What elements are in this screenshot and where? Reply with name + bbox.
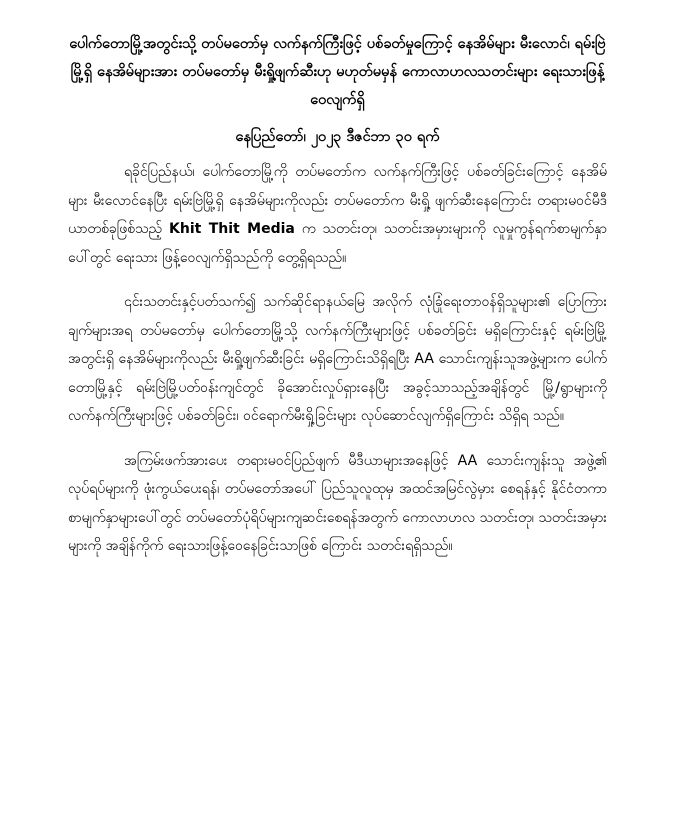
paragraph-1-text-start: ရခိုင်ပြည်နယ်၊ ပေါက်တောမြို့ကို တပ်မတော်က လက်နက်ကြီးဖြင့် ပစ်ခတ်ခြင်းကြောင့် နေအိမ်များ မီးလောင်နေပြီး ရမ်းဗြဲမြို့ရှိ နေအိမ်များကိုလည်း တပ်မတော်က မီးရှို့ ဖျက်ဆီးနေကြောင်း တရားမဝင်မီဒီယာတစ်ခုဖြစ်သည့် — [68, 164, 607, 237]
paragraph-2: ၎င်းသတင်းနှင့်ပတ်သက်၍ သက်ဆိုင်ရာနယ်မြေ အလိုက် လုံခြုံရေးတာဝန်ရှိသူများ၏ ပြောကြားချက်များအရ တပ်မတော်မှ ပေါက်တောမြို့သို့ လက်နက်ကြီးများဖြင့် ပစ်ခတ်ခြင်း မရှိကြောင်းနှင့် ရမ်းဗြဲမြို့အတွင်းရှိ နေအိမ်များကိုလည်း မီးရှို့ဖျက်ဆီးခြင်း မရှိကြောင်းသိရှိရပြီး AA သောင်းကျန်းသူအဖွဲ့များက ပေါက်တောမြို့နှင့် ရမ်းဗြဲမြို့ပတ်ဝန်းကျင်တွင် ခိုအောင်းလှုပ်ရှားနေပြီး အခွင့်သာသည့်အချိန်တွင် မြို့/ရွာများကို လက်နက်ကြီးများဖြင့် ပစ်ခတ်ခြင်း၊ ဝင်ရောက်မီးရှို့ခြင်းများ လုပ်ဆောင်လျက်ရှိကြောင်း သိရှိရ သည်။ — [68, 294, 607, 424]
media-name-emphasis: Khit Thit Media — [169, 221, 295, 237]
document-title: ပေါက်တောမြို့အတွင်းသို့ တပ်မတော်မှ လက်နက်ကြီးဖြင့် ပစ်ခတ်မှုကြောင့် နေအိမ်များ မီးလောင်၊ ရမ်းဗြဲမြို့ရှိ နေအိမ်များအား တပ်မတော်မှ မီးရှို့ဖျက်ဆီးဟု မဟုတ်မမှန် ကောလာဟလသတင်းများ ရေးသားဖြန့်ဝေလျက်ရှိ — [69, 36, 606, 108]
dateline: နေပြည်တော်၊ ၂၀၂၃ ဒီဇင်ဘာ ၃၀ ရက် — [235, 129, 440, 145]
paragraph-1 — [68, 158, 607, 272]
paragraph-1-text-end: က သတင်းတု၊ သတင်းအမှားများကို လူမှုကွန်ရက်စာမျက်နှာပေါ်တွင် ရေးသား ဖြန့်ဝေလျက်ရှိသည်ကို တွေ့ရှိရသည်။ — [68, 221, 607, 266]
paragraph-3: အကြမ်းဖက်အားပေး တရားမဝင်ပြည်ဖျက် မီဒီယာများအနေဖြင့် AA သောင်းကျန်းသူ အဖွဲ့၏ လုပ်ရပ်များကို ဖုံးကွယ်ပေးရန်၊ တပ်မတော်အပေါ် ပြည်သူလူထုမှ အထင်အမြင်လွဲမှား စေရန်နှင့် နိုင်ငံတကာစာမျက်နှာများပေါ်တွင် တပ်မတော်ပုံရိပ်များကျဆင်းစေရန်အတွက် ကောလာဟလ သတင်းတု၊ သတင်းအမှားများကို အချိန်ကိုက် ရေးသားဖြန့်ဝေနေခြင်းသာဖြစ် ကြောင်း သတင်းရရှိသည်။ — [68, 452, 607, 554]
